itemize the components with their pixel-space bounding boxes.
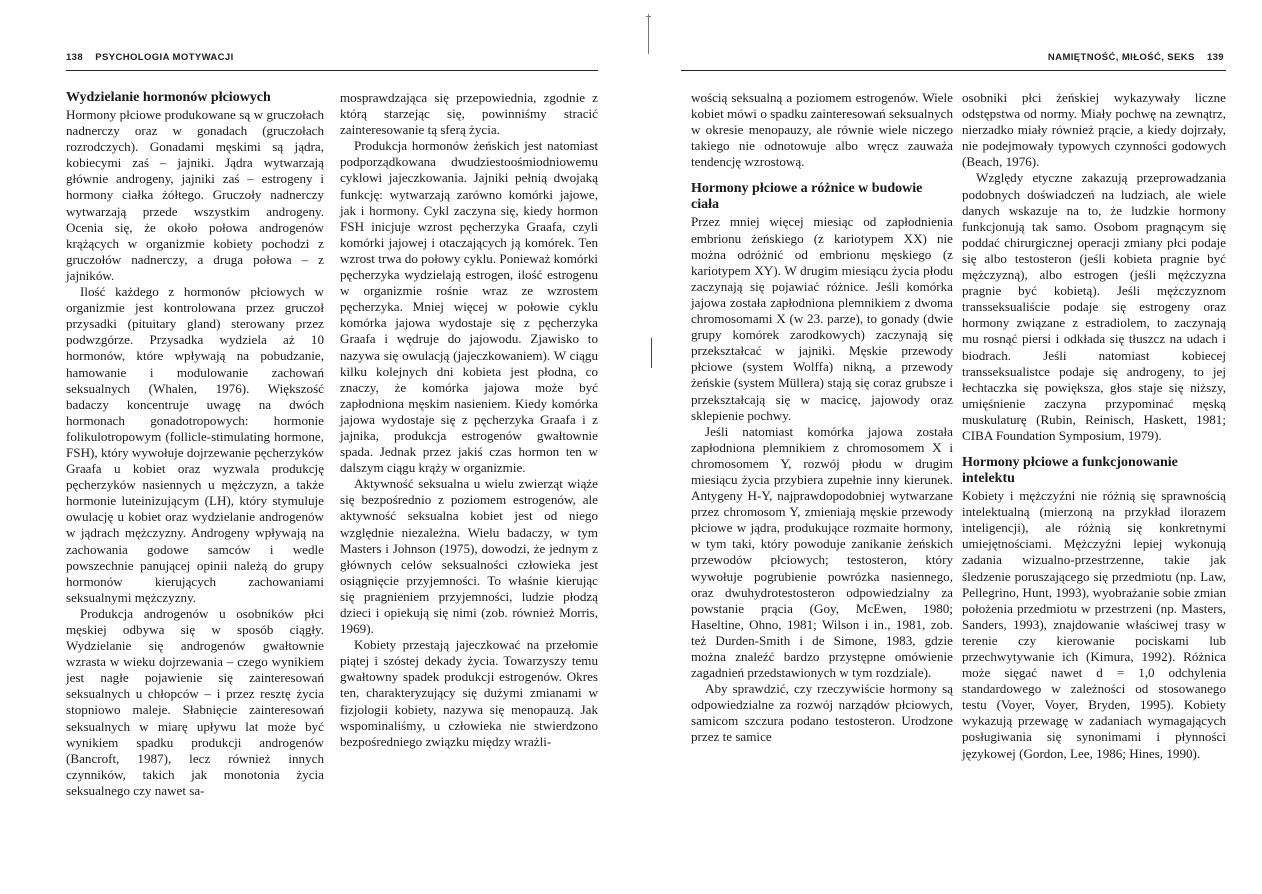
left-running-head bbox=[66, 52, 234, 63]
paragraph: Kobiety przestają jajeczkować na przełomie piątej i szóstej dekady życia. Towarzyszy temu gwałtowny spadek produkcji estrogenów. Okres ten, charakteryzujący się dużymi zmianami w fizjologii kobiety, nazywa się menopauzą. Jak wspominaliśmy, u człowieka nie stwierdzono bezpośredniego związku między wrażli- bbox=[340, 637, 598, 749]
section-heading: Hormony płciowe a funkcjonowanie intelektu bbox=[962, 455, 1178, 487]
right-header-rule bbox=[681, 70, 1226, 71]
left-header-rule bbox=[66, 70, 598, 71]
paragraph: mosprawdzająca się przepowiednia, zgodnie z którą starzejąc się, powinniśmy stracić zainteresowanie tą sferą życia. bbox=[340, 90, 598, 138]
paragraph: osobniki płci żeńskiej wykazywały liczne odstępstwa od normy. Miały pochwę na zewnątrz, nierzadko miały również prącie, a kiedy dojrzały, nie podejmowały typowych czynności godowych (Beach, 1976). bbox=[962, 90, 1226, 170]
left-page-number: 138 bbox=[66, 52, 84, 63]
paragraph: Produkcja hormonów żeńskich jest natomiast podporządkowana dwudziestoośmiodniowemu cyklowi jajeczkowania. Jajniki pełnią dwojaką funkcję: wytwarzają zarówno komórki jajowe, jak i hormony. Cykl zaczyna się, kiedy hormon FSH inicjuje wzrost pęcherzyka Graafa, czyli komórki jajowej i otaczających ją komórek. Ten wzrost trwa do połowy cyklu. Ponieważ komórki pęcherzyka wydzielają estrogen, ilość estrogenu w organizmie rośnie wraz ze wzrostem pęcherzyka. Mniej więcej w połowie cyklu komórka jajowa wydostaje się z pęcherzyka Graafa i wędruje do jajowodu. Zjawisko to nazywa się owulacją (jajeczkowaniem). W ciągu kilku kolejnych dni kobieta jest płodna, co znaczy, że komórka jajowa może być zapłodniona męskim nasieniem. Kiedy komórka jajowa wydostaje się z pęcherzyka Graafa i z jajnika, produkcja estrogenów gwałtownie spada. Jednak przez jakiś czas hormon ten w dalszym ciągu krąży w organizmie. bbox=[340, 138, 598, 476]
left-column-2 bbox=[340, 90, 598, 750]
right-column-2 bbox=[962, 90, 1226, 762]
paragraph: Względy etyczne zakazują przeprowadzania podobnych doświadczeń na ludziach, ale wiele danych wskazuje na to, że ludzkie hormony funkcjonują tak samo. Osobom pragnącym się poddać chirurgicznej operacji zmiany płci podaje się albo testosteron (jeśli kobieta pragnie być mężczyzną), albo estrogen (jeśli mężczyzna pragnie być kobietą). Jeśli mężczyznom transseksualiście podaje się estrogeny oraz hormony związane z estradiolem, to zaczynają mu rosnąć piersi i odkłada się tłuszcz na udach i biodrach. Jeśli natomiast kobiecej transseksualistce podaje się androgeny, to jej łechtaczka się powiększa, głos staje się niższy, umięśnienie zaczyna przypominać męską muskulaturę (Rubin, Reinisch, Haskett, 1981; CIBA Foundation Symposium, 1979). bbox=[962, 170, 1226, 443]
left-column-1 bbox=[66, 90, 324, 799]
paragraph: Produkcja androgenów u osobników płci męskiej odbywa się w sposób ciągły. Wydzielanie się androgenów gwałtownie wzrasta w wieku dojrzewania – czego wynikiem jest nagłe pojawienie się zainteresowań seksualnych u chłopców – i przez resztę życia stopniowo maleje. Słabnięcie zainteresowań seksualnych w miarę upływu lat może być wynikiem spadku produkcji androgenów (Bancroft, 1987), lecz również innych czynników, takich jak monotonia życia seksualnego czy nawet sa- bbox=[66, 605, 324, 798]
paragraph: Aby sprawdzić, czy rzeczywiście hormony są odpowiedzialne za rozwój narządów płciowych, samicom szczura podano testosteron. Urodzone przez te samice bbox=[691, 681, 953, 745]
section-heading: Wydzielanie hormonów płciowych bbox=[66, 90, 271, 105]
paragraph: Kobiety i mężczyźni nie różnią się sprawnością intelektualną (mierzoną na przykład ilorazem inteligencji), ale różnią się konkretnymi umiejętnościami. Mężczyźni lepiej wykonują zadania wizualno-przestrzenne, takie jak śledzenie poruszającego się przedmiotu (np. Law, Pellegrino, Hunt, 1993), wyobrażanie sobie zmian położenia przedmiotu w przestrzeni (np. Masters, Sanders, 1993), znajdowanie właściwej trasy w terenie czy kierowanie pociskami lub przechwytywanie ich (Kimura, 1992). Różnica może sięgać nawet d = 1,0 odchylenia standardowego w zależności od stosowanego testu (Voyer, Voyer, Bryden, 1995). Kobiety wykazują przewagę w zadaniach wymagających posługiwania się synonimami i płynności językowej (Gordon, Lee, 1986; Hines, 1990). bbox=[962, 488, 1226, 761]
paragraph: Hormony płciowe produkowane są w gruczołach nadnerczy oraz w gonadach (gruczołach rozrodczych). Gonadami męskimi są jądra, kobiecymi zaś – jajniki. Jądra wytwarzają głównie androgeny, jajniki zaś – estrogeny i hormony ciałka żółtego. Gruczoły nadnerczy wytwarzają przede wszystkim androgeny. Ocenia się, że około połowa androgenów krążących w organizmie kobiety pochodzi z gruczołów nadnerczy, a druga połowa – z jajników. bbox=[66, 107, 324, 283]
left-running-title: PSYCHOLOGIA MOTYWACJI bbox=[95, 52, 234, 63]
paragraph: Ilość każdego z hormonów płciowych w organizmie jest kontrolowana przez gruczoł przysadki (pituitary gland) sterowany przez podwzgórze. Przysadka wydziela aż 10 hormonów, które wpływają na pobudzanie, hamowanie i modulowanie zachowań seksualnych (Whalen, 1976). Większość badaczy koncentruje uwagę na dwóch hormonach gonadotropowych: hormonie folikulotropowym (follicle-stimulating hormone, FSH), który wywołuje dojrzewanie pęcherzyków Graafa u kobiet oraz wyzwala produkcję pęcherzyków nasiennych u mężczyzn, a także hormonie luteinizującym (LH), który stymuluje owulację u kobiet oraz wydzielanie androgenów w jądrach mężczyzny. Androgeny wpływają na zachowania godowe samców i wedle powszechnie panującej opinii należą do grupy hormonów kierujących zachowaniami seksualnymi mężczyzny. bbox=[66, 284, 324, 605]
right-page bbox=[631, 0, 1262, 894]
right-running-title: NAMIĘTNOŚĆ, MIŁOŚĆ, SEKS bbox=[1047, 52, 1195, 63]
right-running-head bbox=[1048, 52, 1224, 63]
right-page-number: 139 bbox=[1206, 52, 1224, 63]
paragraph: wością seksualną a poziomem estrogenów. Wiele kobiet mówi o spadku zainteresowań seksualnych w okresie menopauzy, ale równie wiele niczego takiego nie odnotowuje albo wręcz zauważa tendencję wzrostową. bbox=[691, 90, 953, 170]
paragraph: Przez mniej więcej miesiąc od zapłodnienia embrionu żeńskiego (z kariotypem XX) nie można odróżnić od embrionu męskiego (z kariotypem XY). W drugim miesiącu życia płodu zaczynają się pojawiać różnice. Jeśli komórka jajowa została zapłodniona plemnikiem z dwoma chromosomami X (w 23. parze), to gonady (dwie grupy komórek zarodkowych) zaczynają się przekształcać w jajniki. Męskie przewody płciowe (system Wolffa) nikną, a przewody żeńskie (system Müllera) stają się coraz grubsze i przekształcają się w macicę, jajowody oraz sklepienie pochwy. bbox=[691, 214, 953, 423]
section-heading: Hormony płciowe a różnice w budowie ciała bbox=[691, 181, 923, 213]
right-column-1 bbox=[691, 90, 953, 746]
paragraph: Jeśli natomiast komórka jajowa została zapłodniona plemnikiem z chromosomem X i chromosomem Y, rozwój płodu w drugim miesiącu życia przybiera zupełnie inny kierunek. Antygeny H-Y, najprawdopodobniej wytwarzane przez chromosom Y, zmieniają męskie przewody płciowe w jądra, produkujące rozmaite hormony, w tym taki, który powoduje zanikanie żeńskich przewodów płciowych; testosteron, który wywołuje pogrubienie powrózka nasiennego, oraz dwuhydrotestosteron odpowiedzialny za powstanie prącia (Goy, McEwen, 1980; Haseltine, Ohno, 1981; Wilson i in., 1981, zob. też Durden-Smith i de Simone, 1983, gdzie można znaleźć bardzo przystępne omówienie zagadnień przedstawionych w tym rozdziale). bbox=[691, 423, 953, 681]
paragraph: Aktywność seksualna u wielu zwierząt wiąże się bezpośrednio z poziomem estrogenów, ale aktywność seksualna kobiet jest od niego względnie niezależna. Wielu badaczy, w tym Masters i Johnson (1975), dowodzi, że jednym z głównych celów seksualności człowieka jest osiągnięcie przyjemności. To właśnie kierując się pragnieniem przyjemności, ludzie płodzą dzieci i opiekują się nimi (zob. również Morris, 1969). bbox=[340, 476, 598, 637]
